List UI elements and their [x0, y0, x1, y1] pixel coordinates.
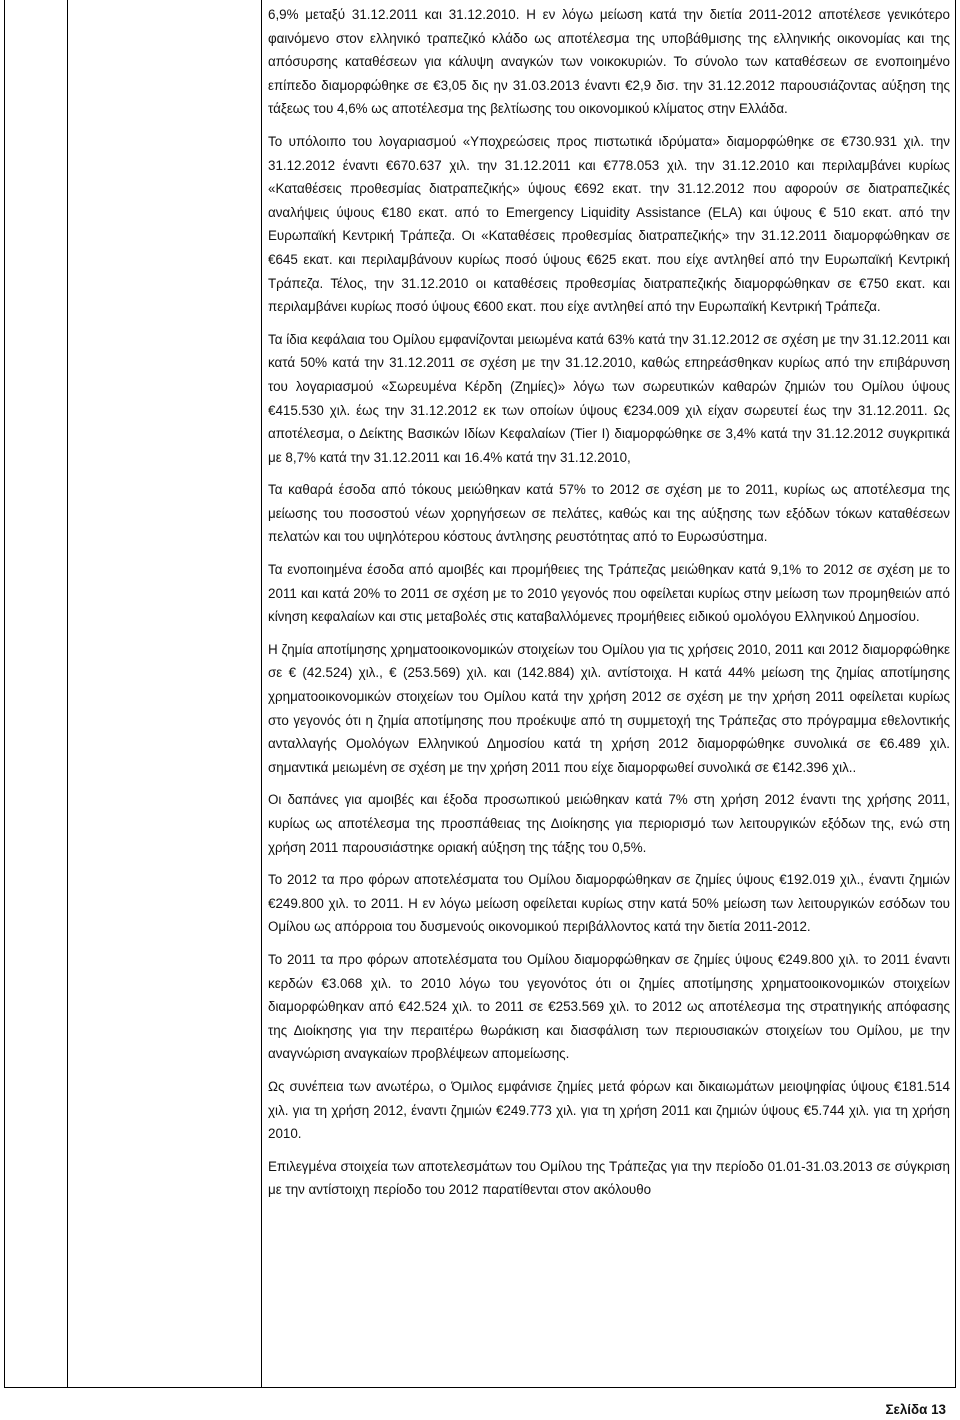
paragraph-selected-results: Επιλεγμένα στοιχεία των αποτελεσμάτων του Ομίλου της Τράπεζας για την περίοδο 01.01-31.03.2013 σε σύγκριση με την αντίστοιχη περίοδο του 2012 παρατίθενται στον ακόλουθο [268, 1158, 950, 1198]
paragraph-deposits: 6,9% μεταξύ 31.12.2011 και 31.12.2010. Η εν λόγω μείωση κατά την διετία 2011-2012 αποτέλεσε γενικότερο φαινόμενο στον ελληνικό τραπεζικό κλάδο ως αποτέλεσμα της υποβάθμισης της ελληνικής οικονομίας και της απόσυρσης καταθέσεων για κάλυψη αναγκών των νοικοκυριών. Το σύνολο των καταθέσεων σε ενοποιημένο επίπεδο διαμορφώθηκε σε €3,05 δις ην 31.03.2013 έναντι €2,9 δισ. την 31.12.2012 παρουσιάζοντας αύξηση της τάξεως του 4,6% ως αποτέλεσμα της βελτίωσης του οικονομικού κλίματος στην Ελλάδα. [268, 7, 950, 117]
page-number: Σελίδα 13 [885, 1402, 946, 1417]
paragraph-fees-commissions: Τα ενοποιημένα έσοδα από αμοιβές και προμήθειες της Τράπεζας μειώθηκαν κατά 9,1% το 2012 σε σχέση με το 2011 και κατά 20% το 2011 σε σχέση με το 2010 γεγονός που οφείλεται κυρίως στην μείωση των προμηθειών από κίνηση κεφαλαίων και στις μεταβολές στις καταβαλλόμενες προμήθειες ειδικού ομολόγου Ελληνικού Δημοσίου. [268, 562, 950, 625]
paragraph-equity: Τα ίδια κεφάλαια του Ομίλου εμφανίζονται μειωμένα κατά 63% κατά την 31.12.2012 σε σχέση με την 31.12.2011 και κατά 50% κατά την 31.12.2011 σε σχέση με την 31.12.2010, καθώς επηρεάσθηκαν κυρίως από την επιβάρυνση του λογαριασμού «Σωρευμένα Κέρδη (Ζημίες)» λόγω των σωρευτικών καθαρών ζημιών του Ομίλου ύψους €415.530 χιλ. έως την 31.12.2012 εκ των οποίων ύψους €234.009 χιλ είχαν σωρευτεί έως την 31.12.2011. Ως αποτέλεσμα, ο Δείκτης Βασικών Ιδίων Κεφαλαίων (Tier I) διαμορφώθηκε σε 3,4% κατά την 31.12.2012 συγκριτικά με 8,7% κατά την 31.12.2011 και 16.4% κατά την 31.12.2010, [268, 331, 950, 465]
paragraph-valuation-loss: Η ζημία αποτίμησης χρηματοοικονομικών στοιχείων του Ομίλου για τις χρήσεις 2010, 2011 και 2012 διαμορφώθηκε σε € (42.524) χιλ., € (253.569) χιλ. και (142.884) χιλ. αντίστοιχα. Η κατά 44% μείωση της ζημίας αποτίμησης χρηματοοικονομικών στοιχείων του Ομίλου κατά την χρήση 2012 σε σχέση με την χρήση 2011 οφείλεται κυρίως στο γεγονός ότι η ζημία αποτίμησης που προέκυψε από τη συμμετοχή της Τράπεζας στο πρόγραμμα εθελοντικής ανταλλαγής Ομολόγων Ελληνικού Δημοσίου κατά τη χρήση 2012 διαμορφώθηκε συνολικά σε €6.489 χιλ. σημαντικά μειωμένη σε σχέση με την χρήση 2011 που είχε διαμορφωθεί συνολικά σε €142.396 χιλ.. [268, 641, 950, 775]
paragraph-pretax-results-2011: Το 2011 τα προ φόρων αποτελέσματα του Ομίλου διαμορφώθηκαν σε ζημίες ύψους €249.800 χιλ. το 2011 έναντι κερδών €3.068 χιλ. το 2010 λόγω του γεγονότος ότι οι ζημίες αποτίμησης χρηματοοικονομικών στοιχείων διαμορφώθηκαν από €42.524 χιλ. το 2011 σε €253.569 χιλ. το 2012 ως αποτέλεσμα της στρατηγικής απόφασης της Διοίκησης για την περαιτέρω θωράκιση και διασφάλιση των περιουσιακών στοιχείων του Ομίλου, με την αναγνώριση αναγκαίων προβλέψεων απομείωσης. [268, 951, 950, 1062]
table-right-border [955, 0, 956, 1388]
document-body [268, 3, 950, 1211]
table-column-divider-1 [67, 0, 68, 1388]
table-bottom-border [4, 1387, 956, 1388]
paragraph-pretax-results-2012: Το 2012 τα προ φόρων αποτελέσματα του Ομίλου διαμορφώθηκαν σε ζημίες ύψους €192.019 χιλ., έναντι ζημιών €249.800 χιλ. το 2011. Η εν λόγω μείωση οφείλεται κυρίως στην κατά 50% μείωση των λειτουργικών εσόδων του Ομίλου ως απόρροια του δυσμενούς οικονομικού περιβάλλοντος κατά την διετία 2011-2012. [268, 872, 950, 935]
paragraph-staff-costs: Οι δαπάνες για αμοιβές και έξοδα προσωπικού μειώθηκαν κατά 7% στη χρήση 2012 έναντι της χρήσης 2011, κυρίως ως αποτέλεσμα της προσπάθειας της Διοίκησης για περιορισμό των λειτουργικών εξόδων της, ενώ στη χρήση 2011 παρουσιάστηκε οριακή αύξηση της τάξης του 0,5%. [268, 792, 950, 855]
paragraph-net-interest-income: Τα καθαρά έσοδα από τόκους μειώθηκαν κατά 57% το 2012 σε σχέση με το 2011, κυρίως ως αποτέλεσμα της μείωσης του ποσοστού νέων χορηγήσεων σε πελάτες, καθώς και της αύξησης των εξόδων τόκων καταθέσεων πελατών και του υψηλότερου κόστους άντλησης ρευστότητας από το Ευρωσύστημα. [268, 482, 950, 545]
paragraph-credit-institution-liabilities: Το υπόλοιπο του λογαριασμού «Υποχρεώσεις προς πιστωτικά ιδρύματα» διαμορφώθηκε σε €730.931 χιλ. την 31.12.2012 έναντι €670.637 χιλ. την 31.12.2011 και €778.053 χιλ. την 31.12.2010 και περιλαμβάνει κυρίως «Καταθέσεις προθεσμίας διατραπεζικής» ύψους €692 εκατ. την 31.12.2012 που αφορούν σε διατραπεζικές αναλήψεις ύψους €180 εκατ. από το Emergency Liquidity Assistance (ELA) και ύψους € 510 εκατ. από την Ευρωπαϊκή Κεντρική Τράπεζα. Οι «Καταθέσεις προθεσμίας διατραπεζικής» την 31.12.2011 διαμορφώθηκαν σε €645 εκατ. και περιλαμβάνουν κυρίως ποσό ύψους €625 εκατ. που είχε αντληθεί από την Ευρωπαϊκή Κεντρική Τράπεζα. Τέλος, την 31.12.2010 οι καταθέσεις προθεσμίας διατραπεζικής διαμορφώθηκαν σε €750 εκατ. και περιλαμβάνει κυρίως ποσό ύψους €600 εκατ. που είχε αντληθεί από την Ευρωπαϊκή Κεντρική Τράπεζα. [268, 133, 950, 315]
paragraph-after-tax-results: Ως συνέπεια των ανωτέρω, ο Όμιλος εμφάνισε ζημίες μετά φόρων και δικαιωμάτων μειοψηφίας ύψους €181.514 χιλ. για τη χρήση 2012, έναντι ζημιών €249.773 χιλ. για τη χρήση 2011 και ζημιών ύψους €5.744 χιλ. για τη χρήση 2010. [268, 1078, 950, 1142]
table-left-border [4, 0, 5, 1388]
table-column-divider-2 [261, 0, 262, 1388]
